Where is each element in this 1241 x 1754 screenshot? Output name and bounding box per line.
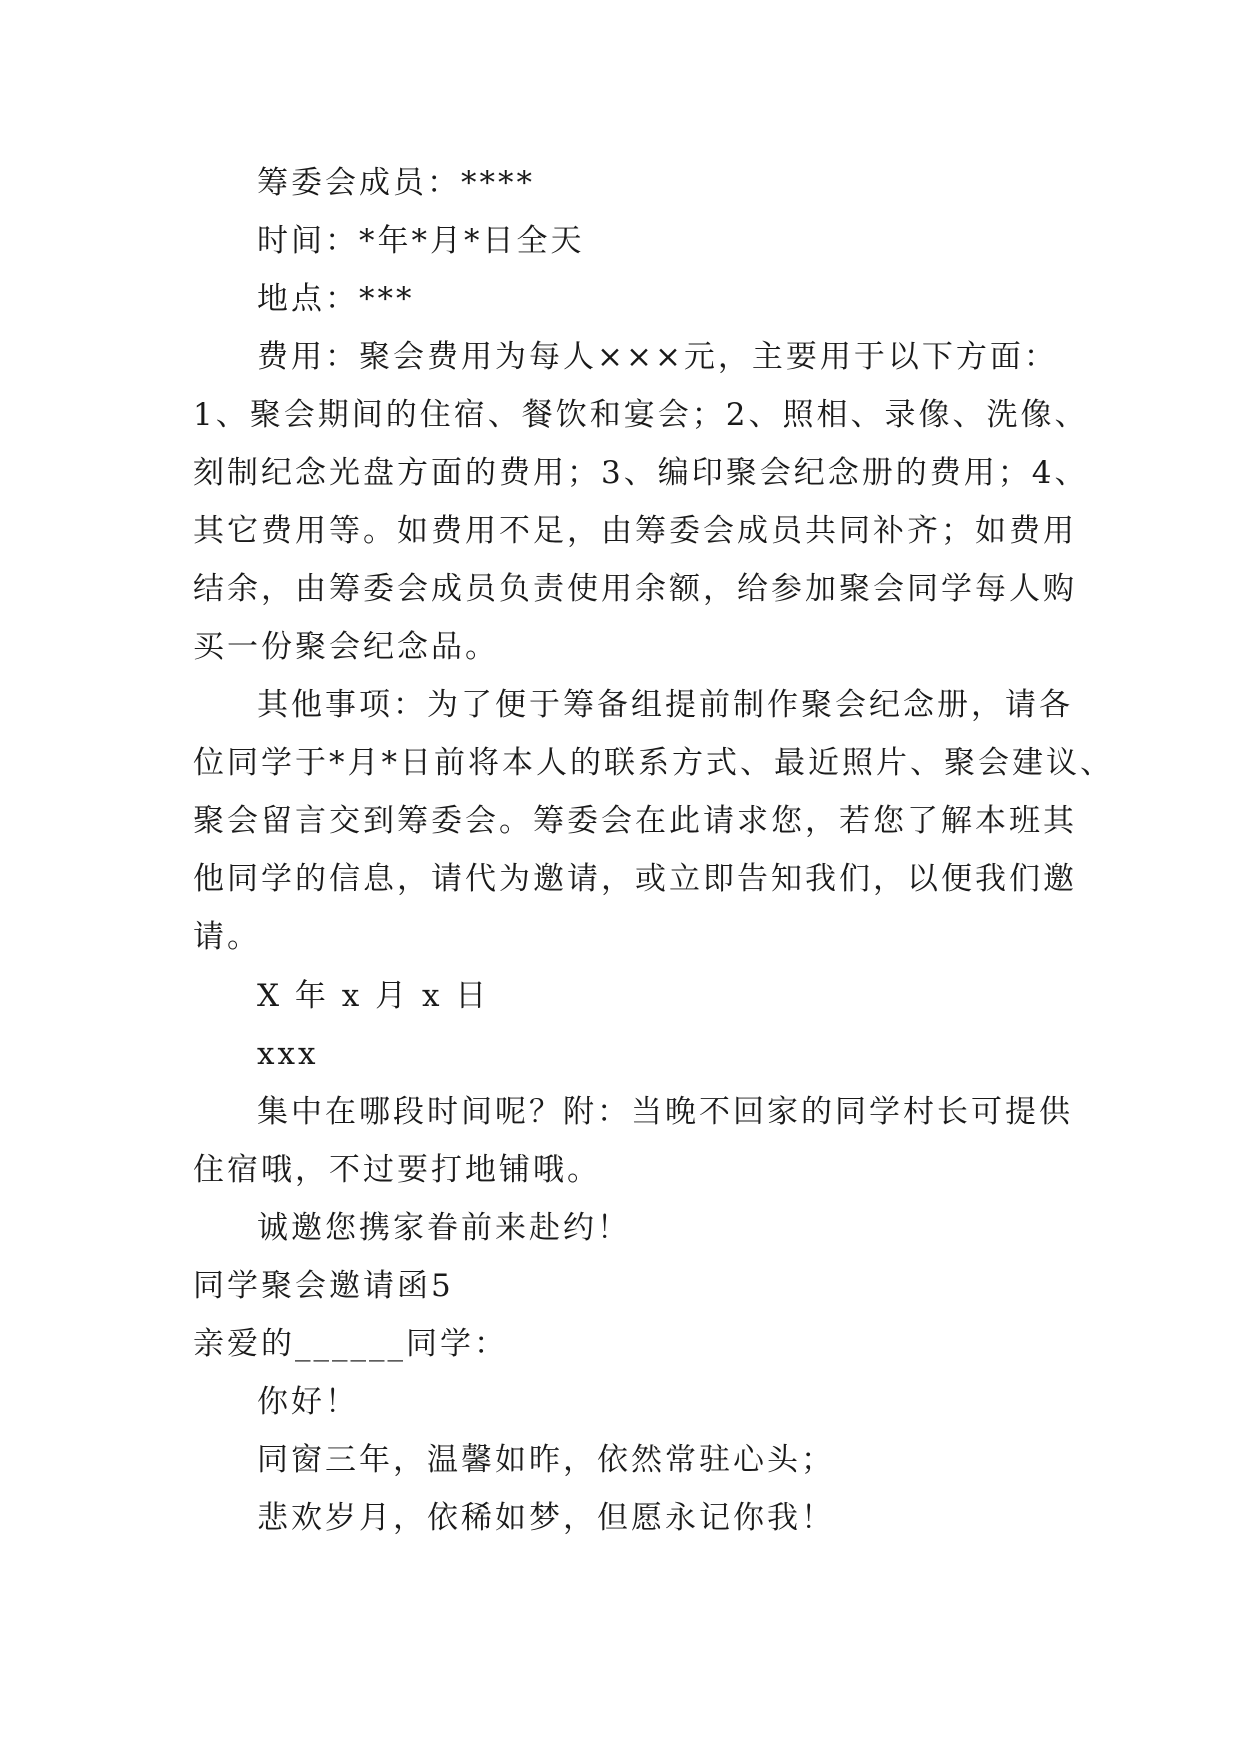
note-line-1: 集中在哪段时间呢？附：当晚不回家的同学村长可提供 bbox=[257, 1094, 1073, 1130]
committee-members-line: 筹委会成员：**** bbox=[257, 165, 535, 201]
date-line: X 年 x 月 x 日 bbox=[257, 978, 490, 1014]
signature-line: xxx bbox=[257, 1036, 319, 1072]
fees-paragraph-line-2: 1、聚会期间的住宿、餐饮和宴会；2、照相、录像、洗像、 bbox=[193, 397, 1089, 433]
invitation-closing: 诚邀您携家眷前来赴约！ bbox=[257, 1210, 631, 1246]
other-matters-line-5: 请。 bbox=[193, 919, 261, 955]
fees-paragraph-line-5: 结余，由筹委会成员负责使用余额，给参加聚会同学每人购 bbox=[193, 571, 1077, 607]
note-line-2: 住宿哦，不过要打地铺哦。 bbox=[193, 1152, 601, 1188]
verse-line-1: 同窗三年，温馨如昨，依然常驻心头； bbox=[257, 1442, 835, 1478]
time-line: 时间：*年*月*日全天 bbox=[257, 223, 585, 259]
fees-paragraph-line-3: 刻制纪念光盘方面的费用；3、编印聚会纪念册的费用；4、 bbox=[193, 455, 1089, 491]
section-title: 同学聚会邀请函5 bbox=[193, 1268, 454, 1304]
fees-paragraph-line-6: 买一份聚会纪念品。 bbox=[193, 629, 499, 665]
other-matters-line-4: 他同学的信息，请代为邀请，或立即告知我们，以便我们邀 bbox=[193, 861, 1077, 897]
other-matters-line-1: 其他事项：为了便于筹备组提前制作聚会纪念册，请各 bbox=[257, 687, 1073, 723]
salutation: 亲爱的______同学： bbox=[193, 1326, 508, 1362]
fees-paragraph-line-1: 费用：聚会费用为每人×××元，主要用于以下方面： bbox=[257, 339, 1058, 375]
other-matters-line-3: 聚会留言交到筹委会。筹委会在此请求您，若您了解本班其 bbox=[193, 803, 1077, 839]
greeting: 你好！ bbox=[257, 1384, 359, 1420]
location-line: 地点：*** bbox=[257, 281, 415, 317]
fees-paragraph-line-4: 其它费用等。如费用不足，由筹委会成员共同补齐；如费用 bbox=[193, 513, 1077, 549]
verse-line-2: 悲欢岁月，依稀如梦，但愿永记你我！ bbox=[257, 1500, 835, 1536]
other-matters-line-2: 位同学于*月*日前将本人的联系方式、最近照片、聚会建议、 bbox=[193, 745, 1114, 781]
